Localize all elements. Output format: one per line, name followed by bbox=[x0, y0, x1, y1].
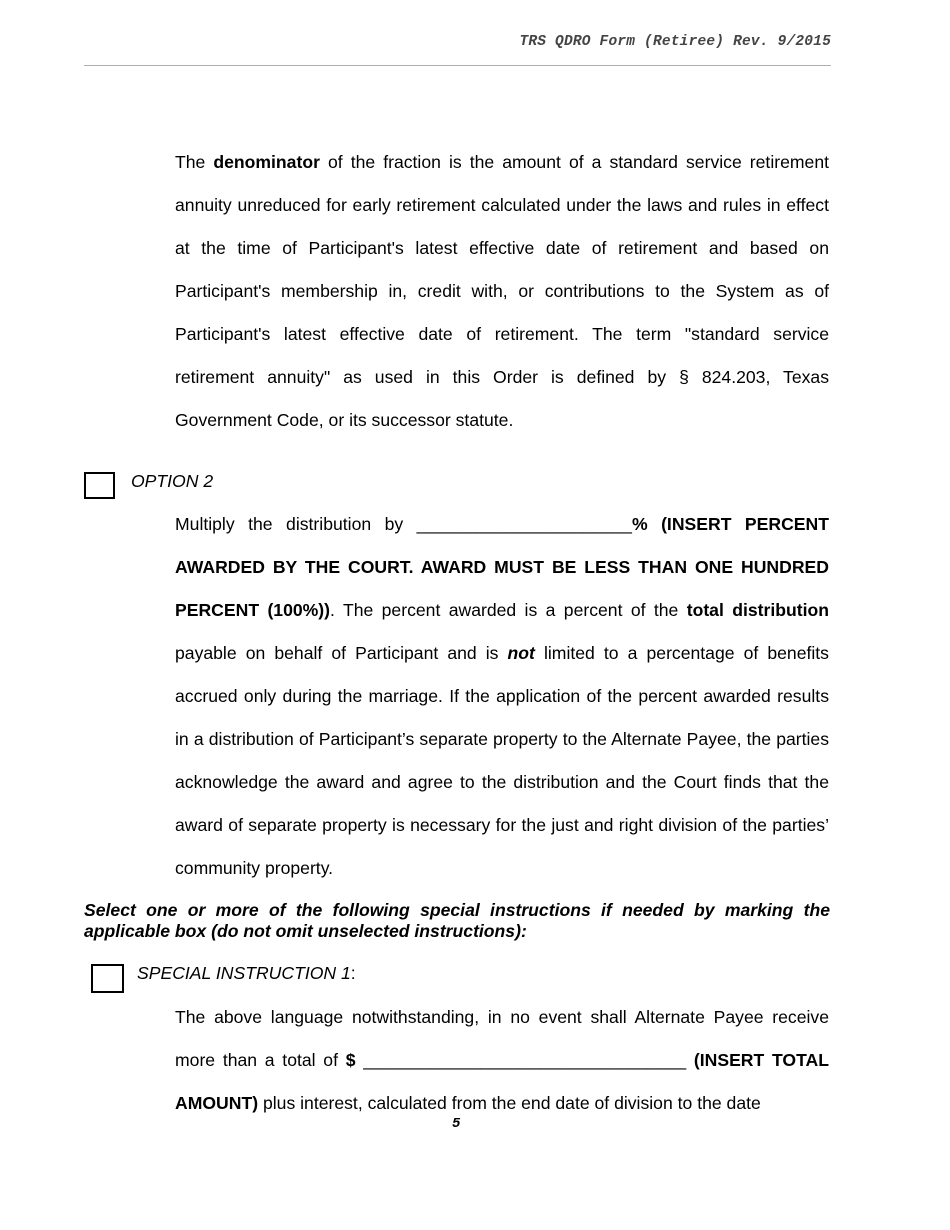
option-2-checkbox[interactable] bbox=[84, 472, 115, 499]
para3-amount-blank: _________________________________ bbox=[355, 1050, 694, 1070]
para2-text-2: . The percent awarded is a percent of the bbox=[330, 600, 687, 620]
special-instruction-1-checkbox[interactable] bbox=[91, 964, 124, 993]
para2-text-4: limited to a percentage of benefits accrued only during the marriage. If the application of the percent awarded results in a distribution of Participant’s separate property to the Alternate Payee, the parties acknowledge the award and agree to the distribution and the Court finds that the award of separate property is necessary for the just and right division of the parties’ community property. bbox=[175, 643, 829, 878]
para3-text-1: The above language notwithstanding, in no event shall Alternate Payee receive more than a total of bbox=[175, 1007, 829, 1070]
para3-bold-insert-total: (INSERT TOTAL AMOUNT) bbox=[175, 1050, 829, 1113]
para2-text-1: Multiply the distribution by ______________________ bbox=[175, 514, 632, 534]
special-instruction-1-label-text: SPECIAL INSTRUCTION 1 bbox=[137, 963, 351, 983]
para2-text-3: payable on behalf of Participant and is bbox=[175, 643, 508, 663]
para2-bold-total-distribution: total distribution bbox=[686, 600, 829, 620]
para2-bold-insert-percent: % (INSERT PERCENT AWARDED BY THE COURT. AWARD MUST BE LESS THAN ONE HUNDRED PERCENT (100%)) bbox=[175, 514, 829, 620]
special-instruction-1-label bbox=[137, 963, 356, 984]
para1-text-2: of the fraction is the amount of a standard service retirement annuity unreduced for early retirement calculated under the laws and rules in effect at the time of Participant's latest effective date of retirement and based on Participant's membership in, credit with, or contributions to the System as of Participant's latest effective date of retirement. The term "standard service retirement annuity" as used in this Order is defined by § 824.203, Texas Government Code, or its successor statute. bbox=[175, 152, 829, 430]
para3-text-3: plus interest, calculated from the end date of division to the date bbox=[258, 1093, 761, 1113]
header-form-title: TRS QDRO Form (Retiree) Rev. 9/2015 bbox=[519, 34, 831, 50]
option-2-paragraph bbox=[175, 503, 829, 890]
denominator-paragraph bbox=[175, 141, 829, 442]
option-2-label: OPTION 2 bbox=[131, 471, 214, 491]
special-instruction-1-paragraph bbox=[175, 996, 829, 1125]
special-instructions-heading: Select one or more of the following special instructions if needed by marking the applicable box (do not omit unselected instructions): bbox=[84, 900, 830, 941]
para3-bold-dollar: $ bbox=[345, 1050, 356, 1070]
special-instruction-1-colon: : bbox=[350, 963, 356, 983]
para1-bold-denominator: denominator bbox=[213, 152, 320, 172]
page-header bbox=[84, 34, 831, 66]
para2-bold-italic-not: not bbox=[507, 643, 535, 663]
page-number: 5 bbox=[452, 1116, 461, 1132]
para1-text-1: The bbox=[175, 152, 214, 172]
